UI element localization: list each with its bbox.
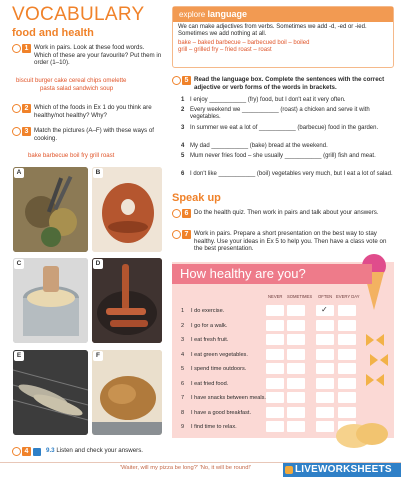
quiz-answer-cell[interactable] — [266, 305, 284, 316]
word-list-line1: biscuit burger cake cereal chips omelette — [16, 77, 127, 84]
quiz-answer-cell[interactable] — [316, 378, 334, 389]
quiz-answer-cell[interactable] — [316, 334, 334, 345]
quiz-answer-cell[interactable] — [287, 421, 305, 432]
quiz-answer-cell[interactable] — [287, 407, 305, 418]
quiz-answer-cell[interactable] — [287, 363, 305, 374]
quiz-row — [179, 363, 362, 375]
exercise-1 — [12, 44, 162, 67]
exercise-4 — [12, 447, 162, 455]
exercise-6 — [172, 209, 394, 217]
quiz-column-every-day: EVERY DAY — [336, 294, 360, 299]
explore-pairs-line2: grill – grilled fry – fried roast – roast — [178, 47, 272, 54]
quiz-row-number: 9 — [181, 424, 185, 430]
word-list-line2: pasta salad sandwich soup — [40, 85, 114, 92]
exercise-number: 7 — [182, 230, 191, 239]
quiz-answer-cell[interactable] — [266, 421, 284, 432]
photo-label: C — [14, 259, 24, 269]
quiz-title: How healthy are you? — [172, 264, 372, 284]
quiz-answer-cell[interactable] — [316, 349, 334, 360]
quiz-answer-cell[interactable] — [338, 334, 356, 345]
quiz-answer-cell[interactable] — [287, 378, 305, 389]
quiz-answer-cell[interactable] — [338, 363, 356, 374]
quiz-row — [179, 305, 362, 317]
audio-track: 9.3 — [46, 447, 55, 454]
photo-label: B — [93, 168, 103, 178]
quiz-answer-cell[interactable] — [287, 320, 305, 331]
photo-b-baked-cake — [92, 167, 162, 252]
quiz-column-never: NEVER — [268, 294, 283, 299]
audio-circle-icon — [172, 76, 181, 85]
explore-pairs-line1: bake – baked barbecue – barbecued boil – boiled — [178, 39, 310, 46]
quiz-row — [179, 378, 362, 390]
photo-label: A — [14, 168, 24, 178]
quiz-answer-cell[interactable] — [266, 349, 284, 360]
audio-circle-icon — [12, 104, 21, 113]
exercise-5 — [172, 76, 394, 91]
quiz-answer-cell[interactable] — [287, 392, 305, 403]
quiz-row-number: 4 — [181, 351, 185, 358]
explore-label: explore — [179, 10, 206, 19]
photo-label: D — [93, 259, 103, 269]
photo-c-boiling-pot — [13, 258, 88, 343]
quiz-row-number: 2 — [181, 322, 185, 329]
exercise-3 — [12, 127, 162, 142]
quiz-answer-cell[interactable] — [316, 363, 334, 374]
photo-d-fried-sausages — [92, 258, 162, 343]
exercise-7 — [172, 230, 394, 253]
exercise-text: Listen and check your answers. — [56, 447, 144, 454]
page-title: VOCABULARY — [12, 4, 145, 25]
quiz-row-text: I eat fried food. — [191, 380, 229, 387]
audio-circle-icon — [12, 44, 21, 53]
photo-e-grilled-fish — [13, 350, 88, 435]
quiz-row — [179, 349, 362, 361]
quiz-row-text: I eat fresh fruit. — [191, 337, 229, 343]
exercise-number: 2 — [22, 104, 31, 113]
liveworksheets-brand[interactable]: LIVEWORKSHEETS — [283, 463, 401, 477]
explore-text: We can make adjectives from verbs. Sometimes we add -d, -ed or -ied. Sometimes we add nothing at all. — [178, 24, 367, 38]
quiz-answer-cell[interactable] — [338, 305, 356, 316]
footer-quote: 'Waiter, will my pizza be long?' 'No, it will be round!' — [120, 465, 252, 471]
quiz-row-number: 7 — [181, 395, 185, 401]
photo-f-roast-chicken — [92, 350, 162, 435]
quiz-answer-cell[interactable] — [316, 320, 334, 331]
quiz-column-sometimes: SOMETIMES — [287, 294, 313, 299]
photo-label: E — [14, 351, 24, 361]
pasta-icon — [362, 330, 394, 400]
quiz-row-text: I have a good breakfast. — [191, 409, 252, 416]
quiz-answer-cell[interactable] — [287, 334, 305, 345]
liveworksheets-logo-icon — [285, 466, 293, 474]
quiz-answer-cell[interactable] — [266, 363, 284, 374]
quiz-column-often: OFTEN — [318, 294, 333, 299]
quiz-answer-cell[interactable] — [316, 421, 334, 432]
quiz-row-text: I spend time outdoors. — [191, 366, 247, 372]
quiz-row-text: I have snacks between meals. — [191, 395, 266, 401]
quiz-answer-cell[interactable] — [287, 349, 305, 360]
quiz-answer-cell[interactable] — [338, 349, 356, 360]
photo-a-grilled-food — [13, 167, 88, 252]
audio-circle-icon — [172, 230, 181, 239]
explore-label-bold: language — [207, 9, 247, 19]
quiz-row — [179, 320, 362, 332]
quiz-row-number: 8 — [181, 409, 185, 416]
quiz-answer-cell[interactable] — [338, 378, 356, 389]
quiz-row-text: I do exercise. — [191, 308, 225, 314]
exercise-text: Which of the foods in Ex 1 do you think are healthy/not healthy? Why? — [34, 104, 152, 119]
audio-circle-icon — [12, 447, 21, 456]
exercise-number: 3 — [22, 127, 31, 136]
explore-header — [173, 7, 393, 22]
exercise-number: 6 — [182, 209, 191, 218]
quiz-answer-cell[interactable] — [266, 320, 284, 331]
quiz-answer-cell[interactable] — [266, 334, 284, 345]
quiz-answer-cell[interactable] — [338, 392, 356, 403]
exercise-text: Work in pairs. Look at these food words. Which of these are your favourite? Put them in order (1–10). — [34, 44, 162, 67]
quiz-answer-cell[interactable] — [316, 392, 334, 403]
exercise-text: Work in pairs. Prepare a short presentation on the best way to stay healthy. Use your ideas in Ex 5 to help you. Then have a class vote on the best presentation. — [194, 230, 387, 253]
quiz-answer-cell[interactable] — [287, 305, 305, 316]
quiz-row-number: 3 — [181, 337, 185, 343]
quiz-answer-cell[interactable] — [338, 320, 356, 331]
audio-icon[interactable] — [33, 448, 41, 456]
cooking-words: bake barbecue boil fry grill roast — [28, 152, 115, 159]
exercise-number: 4 — [22, 447, 31, 456]
speak-up-title: Speak up — [172, 192, 221, 204]
quiz-answer-cell[interactable] — [266, 378, 284, 389]
quiz-answer-cell[interactable] — [316, 305, 334, 316]
quiz-answer-cell[interactable] — [316, 407, 334, 418]
quiz-row-number: 6 — [181, 380, 185, 387]
quiz-row-text: I eat green vegetables. — [191, 351, 248, 358]
quiz-row-text: I go for a walk. — [191, 322, 228, 329]
exercise-2 — [12, 104, 162, 119]
quiz-row-text: I find time to relax. — [191, 424, 237, 430]
quiz-row-number: 1 — [181, 308, 185, 314]
audio-circle-icon — [12, 127, 21, 136]
section-title: food and health — [12, 27, 94, 39]
quiz-answer-cell[interactable] — [266, 392, 284, 403]
exercise-number: 1 — [22, 44, 31, 53]
explore-language-box — [172, 6, 394, 68]
quiz-row — [179, 334, 362, 346]
photo-label: F — [93, 351, 103, 361]
exercise-number: 5 — [182, 76, 191, 85]
bread-icon — [334, 412, 390, 452]
quiz-row — [179, 392, 362, 404]
check-mark-icon: ✓ — [321, 305, 328, 314]
quiz-row-number: 5 — [181, 366, 185, 372]
exercise-text: Read the language box. Complete the sentences with the correct adjective or verb forms of the words in brackets. — [194, 76, 385, 91]
exercise-text: Match the pictures (A–F) with these ways of cooking. — [34, 127, 155, 142]
quiz-answer-cell[interactable] — [266, 407, 284, 418]
exercise-text: Do the health quiz. Then work in pairs and talk about your answers. — [194, 209, 379, 216]
audio-circle-icon — [172, 209, 181, 218]
